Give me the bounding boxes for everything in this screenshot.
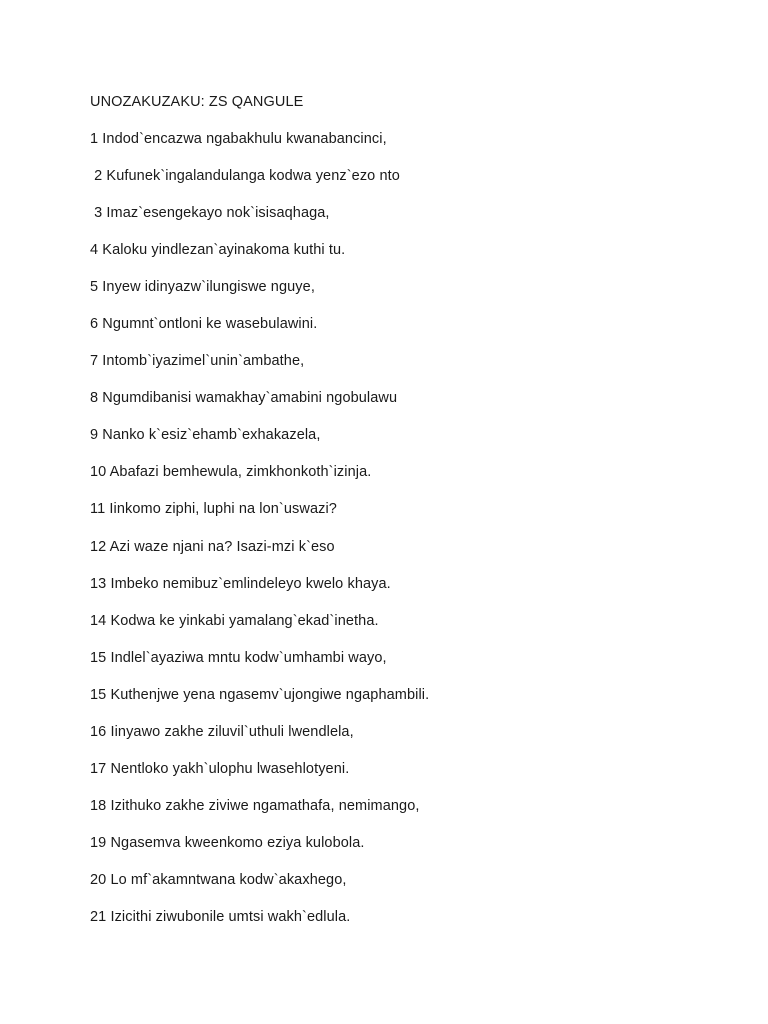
poem-line: 11 Iinkomo ziphi, luphi na lon`uswazi?	[90, 501, 337, 518]
poem-line: 1 Indod`encazwa ngabakhulu kwanabancinci,	[90, 131, 387, 147]
poem-line: 12 Azi waze njani na? Isazi-mzi k`eso	[90, 538, 335, 555]
poem-lines	[90, 130, 429, 945]
poem-line: 15 Indlel`ayaziwa mntu kodw`umhambi wayo,	[90, 649, 387, 666]
poem-line: 10 Abafazi bemhewula, zimkhonkoth`izinja.	[90, 464, 372, 481]
poem-title: UNOZAKUZAKU: ZS QANGULE	[90, 94, 304, 110]
poem-line: 18 Izithuko zakhe ziviwe ngamathafa, nemimango,	[90, 797, 420, 814]
poem-line: 20 Lo mf`akamntwana kodw`akaxhego,	[90, 871, 347, 888]
poem-line: 3 Imaz`esengekayo nok`isisaqhaga,	[90, 205, 330, 222]
poem-line: 19 Ngasemva kweenkomo eziya kulobola.	[90, 834, 365, 851]
poem-line: 4 Kaloku yindlezan`ayinakoma kuthi tu.	[90, 242, 346, 259]
poem-line: 17 Nentloko yakh`ulophu lwasehlotyeni.	[90, 760, 350, 777]
poem-line: 15 Kuthenjwe yena ngasemv`ujongiwe ngaphambili.	[90, 686, 430, 703]
poem-line: 6 Ngumnt`ontloni ke wasebulawini.	[90, 316, 318, 333]
poem-line: 5 Inyew idinyazw`ilungiswe nguye,	[90, 279, 315, 296]
poem-line: 16 Iinyawo zakhe ziluvil`uthuli lwendlela,	[90, 723, 354, 740]
poem-line: 14 Kodwa ke yinkabi yamalang`ekad`inetha.	[90, 612, 379, 629]
poem-line: 21 Izicithi ziwubonile umtsi wakh`edlula.	[90, 908, 351, 925]
poem-line: 9 Nanko k`esiz`ehamb`exhakazela,	[90, 427, 321, 444]
poem-line: 8 Ngumdibanisi wamakhay`amabini ngobulawu	[90, 390, 398, 407]
poem-line: 7 Intomb`iyazimel`unin`ambathe,	[90, 353, 305, 370]
poem-line: 13 Imbeko nemibuz`emlindeleyo kwelo khaya.	[90, 575, 391, 592]
poem-line: 2 Kufunek`ingalandulanga kodwa yenz`ezo nto	[90, 168, 400, 185]
